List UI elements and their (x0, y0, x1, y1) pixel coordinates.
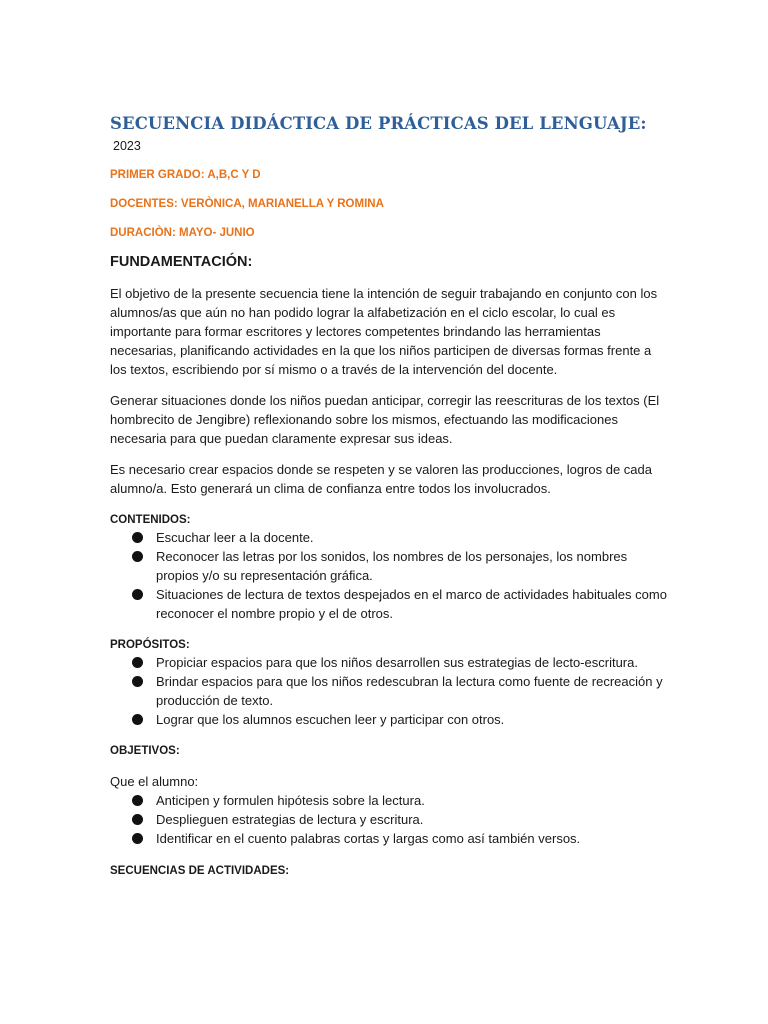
document-content (110, 112, 670, 879)
secuencias-heading: SECUENCIAS DE ACTIVIDADES: (110, 865, 290, 877)
objetivos-heading: OBJETIVOS: (110, 745, 180, 757)
fundamentacion-paragraph-3: Es necesario crear espacios donde se respeten y se valoren las producciones, logros de cada alumno/a. Esto generará un clima de confianza entre todos los involucrados. (110, 462, 652, 496)
list-item-text: Situaciones de lectura de textos despejados en el marco de actividades habituales como reconocer el nombre propio y el de otros. (156, 587, 667, 621)
list-item-text: Escuchar leer a la docente. (156, 530, 314, 545)
list-item (110, 710, 670, 729)
bullet-icon (132, 676, 143, 687)
list-item-text: Anticipen y formulen hipótesis sobre la lectura. (156, 793, 425, 808)
contenidos-heading: CONTENIDOS: (110, 514, 191, 526)
list-item-text: Identificar en el cuento palabras cortas y largas como así también versos. (156, 831, 581, 846)
list-item (110, 653, 670, 672)
list-item (110, 791, 670, 810)
list-item (110, 810, 670, 829)
bullet-icon (132, 833, 143, 844)
fundamentacion-heading: FUNDAMENTACIÓN: (110, 254, 253, 270)
list-item-text: Desplieguen estrategias de lectura y escritura. (156, 812, 424, 827)
bullet-icon (132, 814, 143, 825)
list-item-text: Brindar espacios para que los niños redescubran la lectura como fuente de recreación y producción de texto. (156, 674, 663, 708)
list-item (110, 829, 670, 848)
objetivos-intro: Que el alumno: (110, 774, 199, 789)
document-year: 2023 (113, 139, 141, 153)
list-item (110, 585, 670, 623)
bullet-icon (132, 532, 143, 543)
bullet-icon (132, 551, 143, 562)
fundamentacion-paragraph-2: Generar situaciones donde los niños puedan anticipar, corregir las reescrituras de los textos (El hombrecito de Jengibre) reflexionando sobre los mismos, efectuando las modificaciones necesaria para que puedan claramente expresar sus ideas. (110, 393, 660, 446)
list-item-text: Lograr que los alumnos escuchen leer y participar con otros. (156, 712, 505, 727)
list-item-text: Propiciar espacios para que los niños desarrollen sus estrategias de lecto-escritura. (156, 655, 638, 670)
bullet-icon (132, 714, 143, 725)
duration-line: DURACIÒN: MAYO- JUNIO (110, 227, 255, 239)
list-item (110, 547, 670, 585)
bullet-icon (132, 589, 143, 600)
objetivos-list (110, 791, 670, 848)
propositos-heading: PROPÓSITOS: (110, 639, 190, 651)
list-item (110, 528, 670, 547)
bullet-icon (132, 657, 143, 668)
list-item-text: Reconocer las letras por los sonidos, los nombres de los personajes, los nombres propios y/o su representación gráfica. (156, 549, 628, 583)
list-item (110, 672, 670, 710)
teachers-line: DOCENTES: VERÒNICA, MARIANELLA Y ROMINA (110, 198, 384, 210)
fundamentacion-paragraph-1: El objetivo de la presente secuencia tiene la intención de seguir trabajando en conjunto con los alumnos/as que aún no han podido lograr la alfabetización en el ciclo escolar, lo cual es importante para formar escritores y lectores competentes brindando las herramientas necesarias, planificando actividades en la que los niños participen de diversas formas frente a los textos, escribiendo por sí mismo o a través de la intervención del docente. (110, 286, 658, 377)
contenidos-list (110, 528, 670, 623)
grade-line: PRIMER GRADO: A,B,C Y D (110, 169, 261, 181)
document-title: SECUENCIA DIDÁCTICA DE PRÁCTICAS DEL LENGUAJE: (110, 114, 647, 133)
bullet-icon (132, 795, 143, 806)
propositos-list (110, 653, 670, 729)
